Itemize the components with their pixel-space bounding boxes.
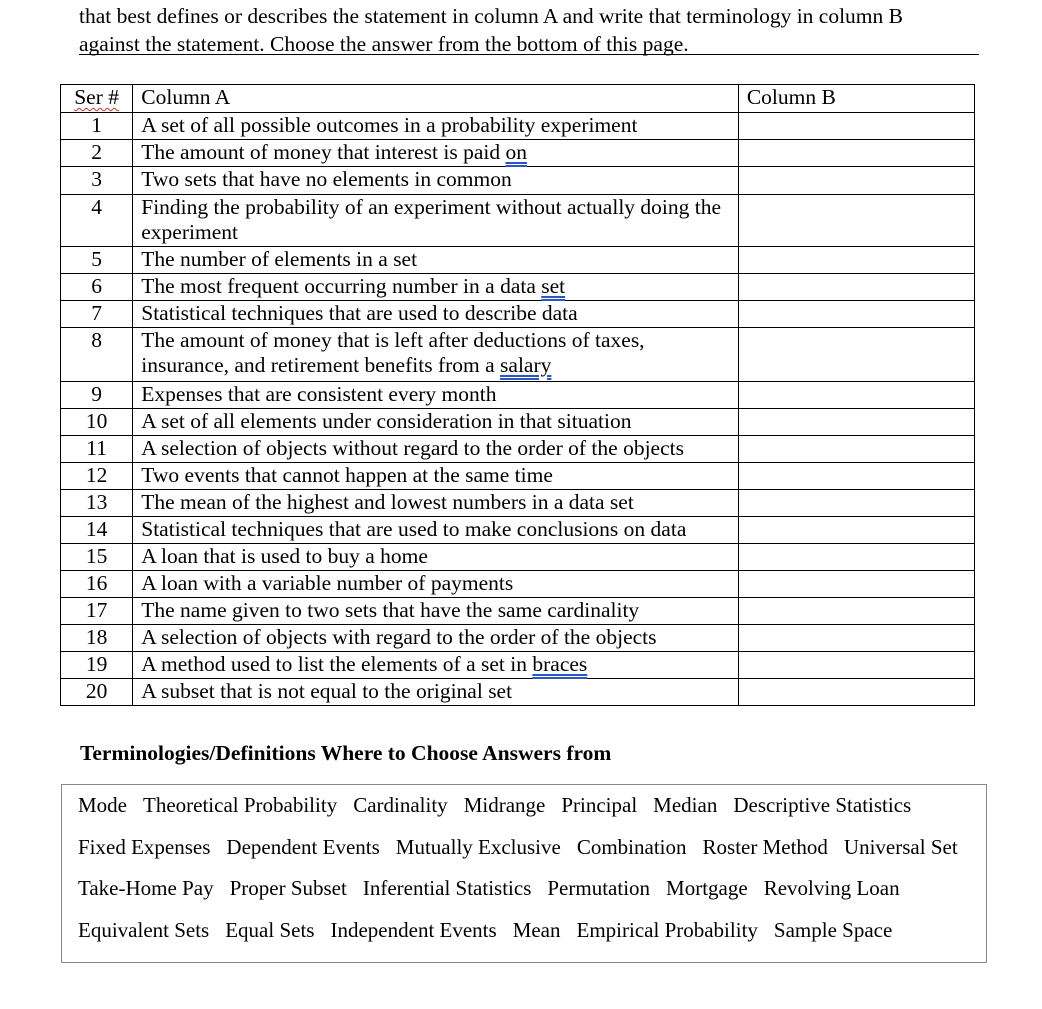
row-answer-cell[interactable]	[738, 679, 974, 706]
row-ser-number: 10	[61, 409, 133, 436]
row-statement: A subset that is not equal to the original set	[133, 679, 739, 706]
row-ser-number: 16	[61, 571, 133, 598]
instructions	[79, 2, 979, 58]
answer-row	[78, 876, 916, 901]
table-body	[61, 113, 975, 706]
row-answer-cell[interactable]	[738, 195, 974, 247]
row-ser-number: 12	[61, 463, 133, 490]
table-row	[61, 247, 975, 274]
row-answer-cell[interactable]	[738, 328, 974, 382]
row-statement: Finding the probability of an experiment without actually doing the experiment	[133, 195, 739, 247]
answer-term: Theoretical Probability	[143, 793, 338, 817]
row-ser-number: 5	[61, 247, 133, 274]
proofing-underline: braces	[532, 652, 588, 676]
row-answer-cell[interactable]	[738, 517, 974, 544]
row-statement: Two events that cannot happen at the same time	[133, 463, 739, 490]
answer-term: Sample Space	[773, 918, 893, 942]
answer-term: Median	[653, 793, 718, 817]
row-answer-cell[interactable]	[738, 140, 974, 167]
answer-term: Mean	[512, 918, 561, 942]
table-row	[61, 274, 975, 301]
proofing-underline: salary	[500, 353, 552, 377]
table-row	[61, 463, 975, 490]
row-statement: The most frequent occurring number in a data set	[133, 274, 739, 301]
table-row	[61, 598, 975, 625]
table-row	[61, 301, 975, 328]
table-row	[61, 679, 975, 706]
row-ser-number: 6	[61, 274, 133, 301]
answers-box	[61, 784, 987, 963]
answer-term: Equal Sets	[225, 918, 315, 942]
answer-term: Principal	[561, 793, 638, 817]
table-row	[61, 571, 975, 598]
row-answer-cell[interactable]	[738, 571, 974, 598]
row-ser-number: 15	[61, 544, 133, 571]
table-row	[61, 140, 975, 167]
row-ser-number: 13	[61, 490, 133, 517]
table-row	[61, 544, 975, 571]
row-answer-cell[interactable]	[738, 598, 974, 625]
row-statement: Expenses that are consistent every month	[133, 382, 739, 409]
row-ser-number: 4	[61, 195, 133, 247]
matching-table	[60, 84, 975, 706]
row-statement: The mean of the highest and lowest numbers in a data set	[133, 490, 739, 517]
row-statement: The number of elements in a set	[133, 247, 739, 274]
answer-term: Descriptive Statistics	[733, 793, 912, 817]
row-answer-cell[interactable]	[738, 625, 974, 652]
instructions-line-2: against the statement. Choose the answer from the bottom of this page.	[79, 32, 689, 56]
row-ser-number: 17	[61, 598, 133, 625]
table-row	[61, 382, 975, 409]
table-row	[61, 113, 975, 140]
table-row	[61, 328, 975, 382]
row-statement: The amount of money that is left after deductions of taxes, insurance, and retirement benefits from a salary	[133, 328, 739, 382]
answer-term: Fixed Expenses	[78, 835, 211, 859]
answer-term: Empirical Probability	[576, 918, 758, 942]
row-answer-cell[interactable]	[738, 463, 974, 490]
table-row	[61, 409, 975, 436]
table-header-row	[61, 85, 975, 113]
row-answer-cell[interactable]	[738, 247, 974, 274]
row-statement: A method used to list the elements of a set in braces	[133, 652, 739, 679]
answer-term: Combination	[576, 835, 687, 859]
answer-row	[78, 918, 908, 943]
row-statement: A set of all elements under consideration in that situation	[133, 409, 739, 436]
row-answer-cell[interactable]	[738, 490, 974, 517]
row-answer-cell[interactable]	[738, 409, 974, 436]
answer-term: Dependent Events	[226, 835, 380, 859]
row-statement: A selection of objects with regard to the order of the objects	[133, 625, 739, 652]
row-answer-cell[interactable]	[738, 652, 974, 679]
answer-term: Revolving Loan	[763, 876, 900, 900]
answer-term: Cardinality	[353, 793, 448, 817]
table-row	[61, 517, 975, 544]
row-ser-number: 18	[61, 625, 133, 652]
answers-heading: Terminologies/Definitions Where to Choose Answers from	[80, 741, 612, 765]
answer-term: Midrange	[463, 793, 546, 817]
answer-term: Take-Home Pay	[78, 876, 214, 900]
table-row	[61, 490, 975, 517]
row-answer-cell[interactable]	[738, 274, 974, 301]
row-statement: The amount of money that interest is paid on	[133, 140, 739, 167]
answer-term: Mutually Exclusive	[395, 835, 561, 859]
row-ser-number: 8	[61, 328, 133, 382]
row-ser-number: 14	[61, 517, 133, 544]
answer-term: Independent Events	[330, 918, 497, 942]
row-ser-number: 7	[61, 301, 133, 328]
instructions-line-1: that best defines or describes the statement in column A and write that terminology in column B	[79, 4, 903, 28]
row-statement: Two sets that have no elements in common	[133, 167, 739, 195]
header-column-a: Column A	[133, 85, 739, 113]
row-ser-number: 19	[61, 652, 133, 679]
row-answer-cell[interactable]	[738, 382, 974, 409]
row-statement: A selection of objects without regard to the order of the objects	[133, 436, 739, 463]
row-statement: Statistical techniques that are used to describe data	[133, 301, 739, 328]
row-statement: A loan with a variable number of payments	[133, 571, 739, 598]
row-ser-number: 11	[61, 436, 133, 463]
proofing-underline: on	[505, 140, 527, 164]
table-row	[61, 195, 975, 247]
answer-term: Roster Method	[702, 835, 828, 859]
row-statement: A loan that is used to buy a home	[133, 544, 739, 571]
answer-term: Proper Subset	[229, 876, 347, 900]
proofing-underline: set	[541, 274, 566, 298]
row-ser-number: 1	[61, 113, 133, 140]
header-ser-label: Ser #	[74, 85, 120, 109]
table-row	[61, 436, 975, 463]
answer-term: Inferential Statistics	[362, 876, 532, 900]
row-ser-number: 2	[61, 140, 133, 167]
answer-term: Universal Set	[843, 835, 958, 859]
row-statement: A set of all possible outcomes in a probability experiment	[133, 113, 739, 140]
header-column-b: Column B	[738, 85, 974, 113]
table-row	[61, 625, 975, 652]
row-ser-number: 9	[61, 382, 133, 409]
answer-term: Mode	[78, 793, 127, 817]
row-ser-number: 3	[61, 167, 133, 195]
table-row	[61, 652, 975, 679]
table-row	[61, 167, 975, 195]
row-answer-cell[interactable]	[738, 301, 974, 328]
row-answer-cell[interactable]	[738, 167, 974, 195]
row-answer-cell[interactable]	[738, 113, 974, 140]
answer-row	[78, 835, 974, 860]
row-answer-cell[interactable]	[738, 436, 974, 463]
row-statement: Statistical techniques that are used to make conclusions on data	[133, 517, 739, 544]
answer-row	[78, 793, 927, 818]
instructions-divider	[79, 54, 979, 55]
answer-term: Equivalent Sets	[78, 918, 210, 942]
row-ser-number: 20	[61, 679, 133, 706]
row-answer-cell[interactable]	[738, 544, 974, 571]
answer-term: Mortgage	[666, 876, 748, 900]
header-ser	[61, 85, 133, 113]
row-statement: The name given to two sets that have the same cardinality	[133, 598, 739, 625]
answer-term: Permutation	[547, 876, 651, 900]
